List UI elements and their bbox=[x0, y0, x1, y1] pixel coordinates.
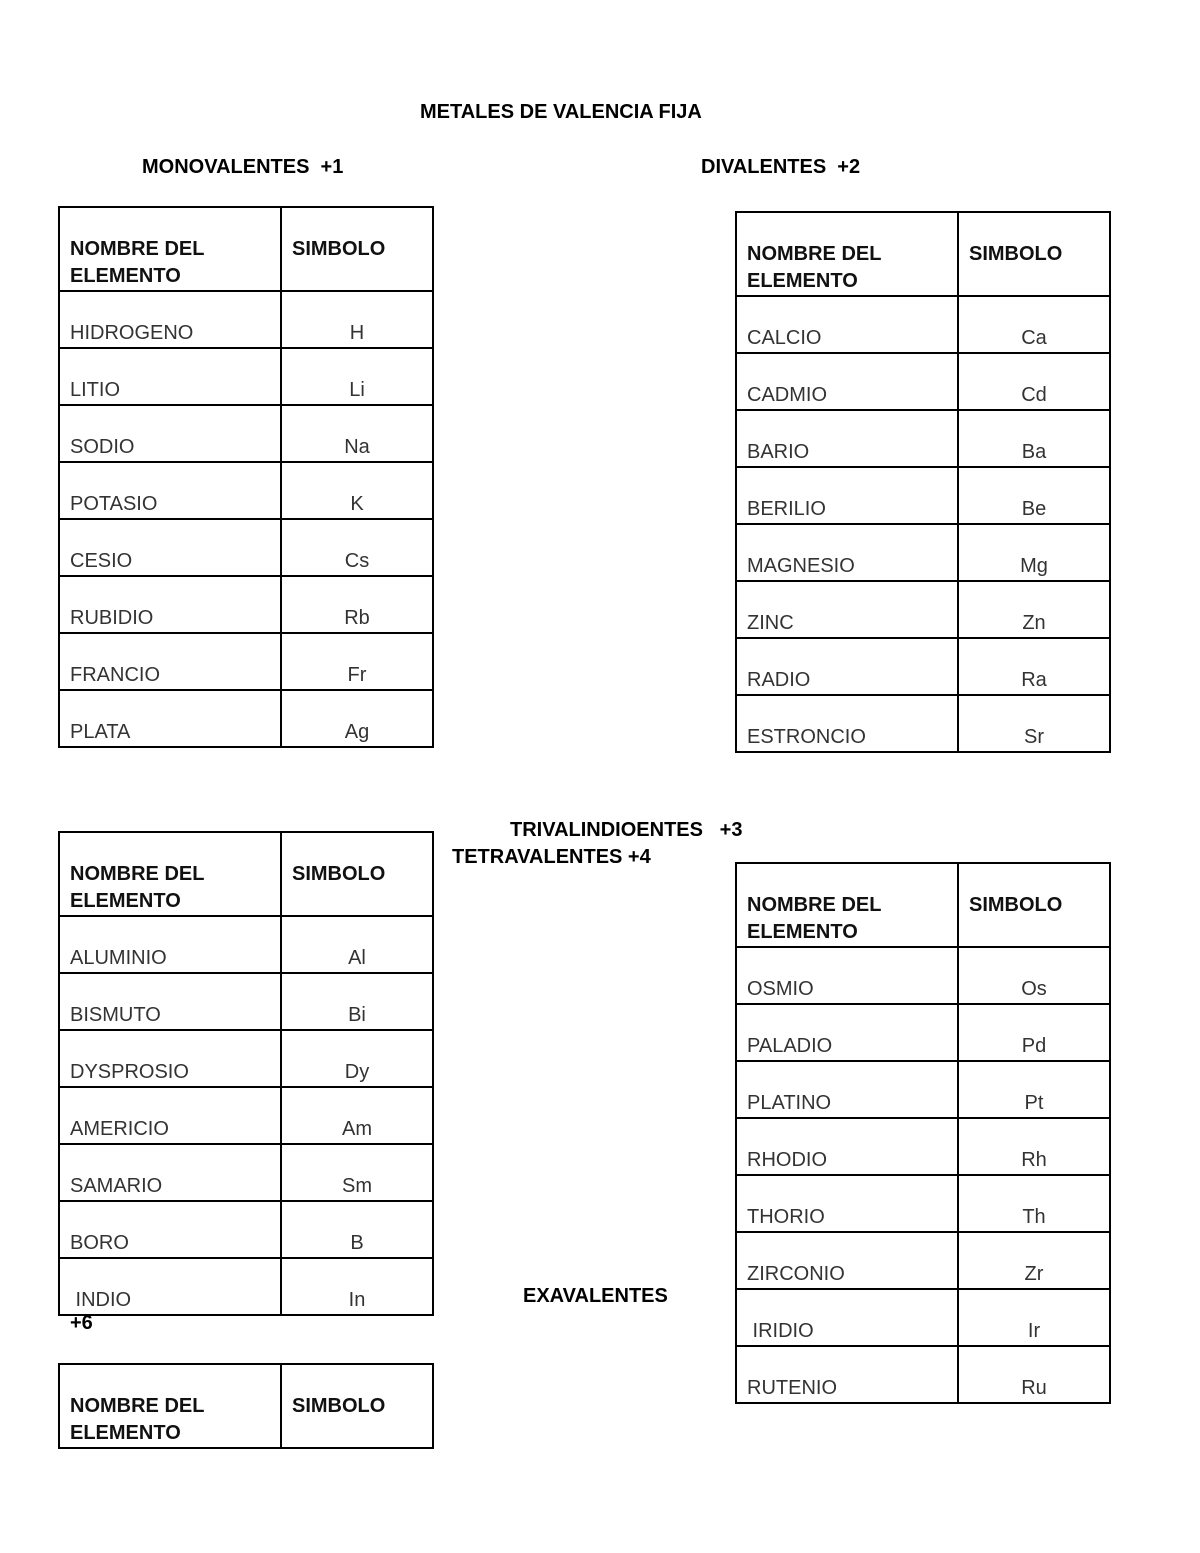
table-row bbox=[59, 405, 433, 462]
header-symbol: SIMBOLO bbox=[958, 212, 1110, 296]
header-name: NOMBRE DEL ELEMENTO bbox=[736, 212, 958, 296]
table-row bbox=[59, 1201, 433, 1258]
element-symbol: Zr bbox=[958, 1232, 1110, 1289]
element-name: INDIO bbox=[59, 1258, 281, 1315]
table-row bbox=[59, 519, 433, 576]
table-tetravalentes bbox=[735, 862, 1111, 1404]
table-row bbox=[59, 916, 433, 973]
element-symbol: Fr bbox=[281, 633, 433, 690]
table-row bbox=[736, 1175, 1110, 1232]
element-name: RHODIO bbox=[736, 1118, 958, 1175]
element-name: RUBIDIO bbox=[59, 576, 281, 633]
element-name: BISMUTO bbox=[59, 973, 281, 1030]
heading-exavalentes: EXAVALENTES bbox=[523, 1285, 668, 1307]
element-symbol: Ir bbox=[958, 1289, 1110, 1346]
element-symbol: Ra bbox=[958, 638, 1110, 695]
element-symbol: Be bbox=[958, 467, 1110, 524]
table-row bbox=[59, 1144, 433, 1201]
element-symbol: H bbox=[281, 291, 433, 348]
table-row bbox=[59, 1258, 433, 1315]
element-name: BERILIO bbox=[736, 467, 958, 524]
table-trivalentes bbox=[58, 831, 434, 1316]
element-name: SAMARIO bbox=[59, 1144, 281, 1201]
table-row bbox=[736, 296, 1110, 353]
header-symbol: SIMBOLO bbox=[281, 1364, 433, 1448]
element-name: HIDROGENO bbox=[59, 291, 281, 348]
header-name: NOMBRE DEL ELEMENTO bbox=[59, 832, 281, 916]
table-row bbox=[736, 1118, 1110, 1175]
element-name: BARIO bbox=[736, 410, 958, 467]
table-row bbox=[736, 410, 1110, 467]
table-row bbox=[736, 353, 1110, 410]
header-symbol: SIMBOLO bbox=[958, 863, 1110, 947]
table-row bbox=[59, 633, 433, 690]
element-name: MAGNESIO bbox=[736, 524, 958, 581]
element-name: CALCIO bbox=[736, 296, 958, 353]
table-row bbox=[736, 1289, 1110, 1346]
heading-divalentes: DIVALENTES +2 bbox=[701, 156, 861, 178]
element-symbol: Ca bbox=[958, 296, 1110, 353]
element-symbol: Cs bbox=[281, 519, 433, 576]
table-row bbox=[59, 690, 433, 747]
element-name: IRIDIO bbox=[736, 1289, 958, 1346]
element-symbol: Na bbox=[281, 405, 433, 462]
element-symbol: In bbox=[281, 1258, 433, 1315]
element-name: CADMIO bbox=[736, 353, 958, 410]
table-exavalentes bbox=[58, 1363, 434, 1449]
table-row bbox=[736, 1061, 1110, 1118]
header-name: NOMBRE DEL ELEMENTO bbox=[59, 207, 281, 291]
table-row bbox=[59, 348, 433, 405]
element-name: AMERICIO bbox=[59, 1087, 281, 1144]
element-name: BORO bbox=[59, 1201, 281, 1258]
page-title: METALES DE VALENCIA FIJA bbox=[420, 101, 702, 123]
element-name: THORIO bbox=[736, 1175, 958, 1232]
element-symbol: Ru bbox=[958, 1346, 1110, 1403]
table-row bbox=[736, 1004, 1110, 1061]
heading-plus6: +6 bbox=[70, 1312, 93, 1334]
table-row bbox=[59, 291, 433, 348]
element-symbol: Th bbox=[958, 1175, 1110, 1232]
heading-tetravalentes: TETRAVALENTES +4 bbox=[452, 846, 651, 868]
element-name: ZIRCONIO bbox=[736, 1232, 958, 1289]
table-row bbox=[736, 638, 1110, 695]
element-symbol: Pt bbox=[958, 1061, 1110, 1118]
element-symbol: Bi bbox=[281, 973, 433, 1030]
table-row bbox=[736, 695, 1110, 752]
header-name: NOMBRE DEL ELEMENTO bbox=[59, 1364, 281, 1448]
table-row bbox=[736, 1232, 1110, 1289]
table-divalentes bbox=[735, 211, 1111, 753]
element-name: CESIO bbox=[59, 519, 281, 576]
element-symbol: Os bbox=[958, 947, 1110, 1004]
element-symbol: Ag bbox=[281, 690, 433, 747]
element-name: ESTRONCIO bbox=[736, 695, 958, 752]
element-symbol: Rb bbox=[281, 576, 433, 633]
table-row bbox=[736, 524, 1110, 581]
table-row bbox=[736, 947, 1110, 1004]
element-name: SODIO bbox=[59, 405, 281, 462]
element-symbol: Zn bbox=[958, 581, 1110, 638]
element-name: FRANCIO bbox=[59, 633, 281, 690]
element-symbol: Sr bbox=[958, 695, 1110, 752]
table-row bbox=[736, 1346, 1110, 1403]
element-symbol: Ba bbox=[958, 410, 1110, 467]
element-symbol: Al bbox=[281, 916, 433, 973]
element-name: PALADIO bbox=[736, 1004, 958, 1061]
element-symbol: B bbox=[281, 1201, 433, 1258]
element-name: LITIO bbox=[59, 348, 281, 405]
table-row bbox=[59, 576, 433, 633]
table-row bbox=[736, 581, 1110, 638]
element-symbol: K bbox=[281, 462, 433, 519]
header-name: NOMBRE DEL ELEMENTO bbox=[736, 863, 958, 947]
element-symbol: Cd bbox=[958, 353, 1110, 410]
element-symbol: Dy bbox=[281, 1030, 433, 1087]
table-row bbox=[59, 973, 433, 1030]
header-symbol: SIMBOLO bbox=[281, 832, 433, 916]
element-symbol: Sm bbox=[281, 1144, 433, 1201]
heading-monovalentes: MONOVALENTES +1 bbox=[142, 156, 344, 178]
element-name: ZINC bbox=[736, 581, 958, 638]
table-row bbox=[736, 467, 1110, 524]
heading-trivalentes: TRIVALINDIOENTES +3 bbox=[510, 819, 743, 841]
table-row bbox=[59, 1030, 433, 1087]
table-row bbox=[59, 1087, 433, 1144]
element-symbol: Mg bbox=[958, 524, 1110, 581]
element-name: PLATINO bbox=[736, 1061, 958, 1118]
table-monovalentes bbox=[58, 206, 434, 748]
header-symbol: SIMBOLO bbox=[281, 207, 433, 291]
element-name: PLATA bbox=[59, 690, 281, 747]
element-name: POTASIO bbox=[59, 462, 281, 519]
element-name: OSMIO bbox=[736, 947, 958, 1004]
element-name: DYSPROSIO bbox=[59, 1030, 281, 1087]
element-symbol: Li bbox=[281, 348, 433, 405]
element-symbol: Am bbox=[281, 1087, 433, 1144]
element-name: ALUMINIO bbox=[59, 916, 281, 973]
element-name: RADIO bbox=[736, 638, 958, 695]
element-symbol: Pd bbox=[958, 1004, 1110, 1061]
table-row bbox=[59, 462, 433, 519]
element-name: RUTENIO bbox=[736, 1346, 958, 1403]
element-symbol: Rh bbox=[958, 1118, 1110, 1175]
